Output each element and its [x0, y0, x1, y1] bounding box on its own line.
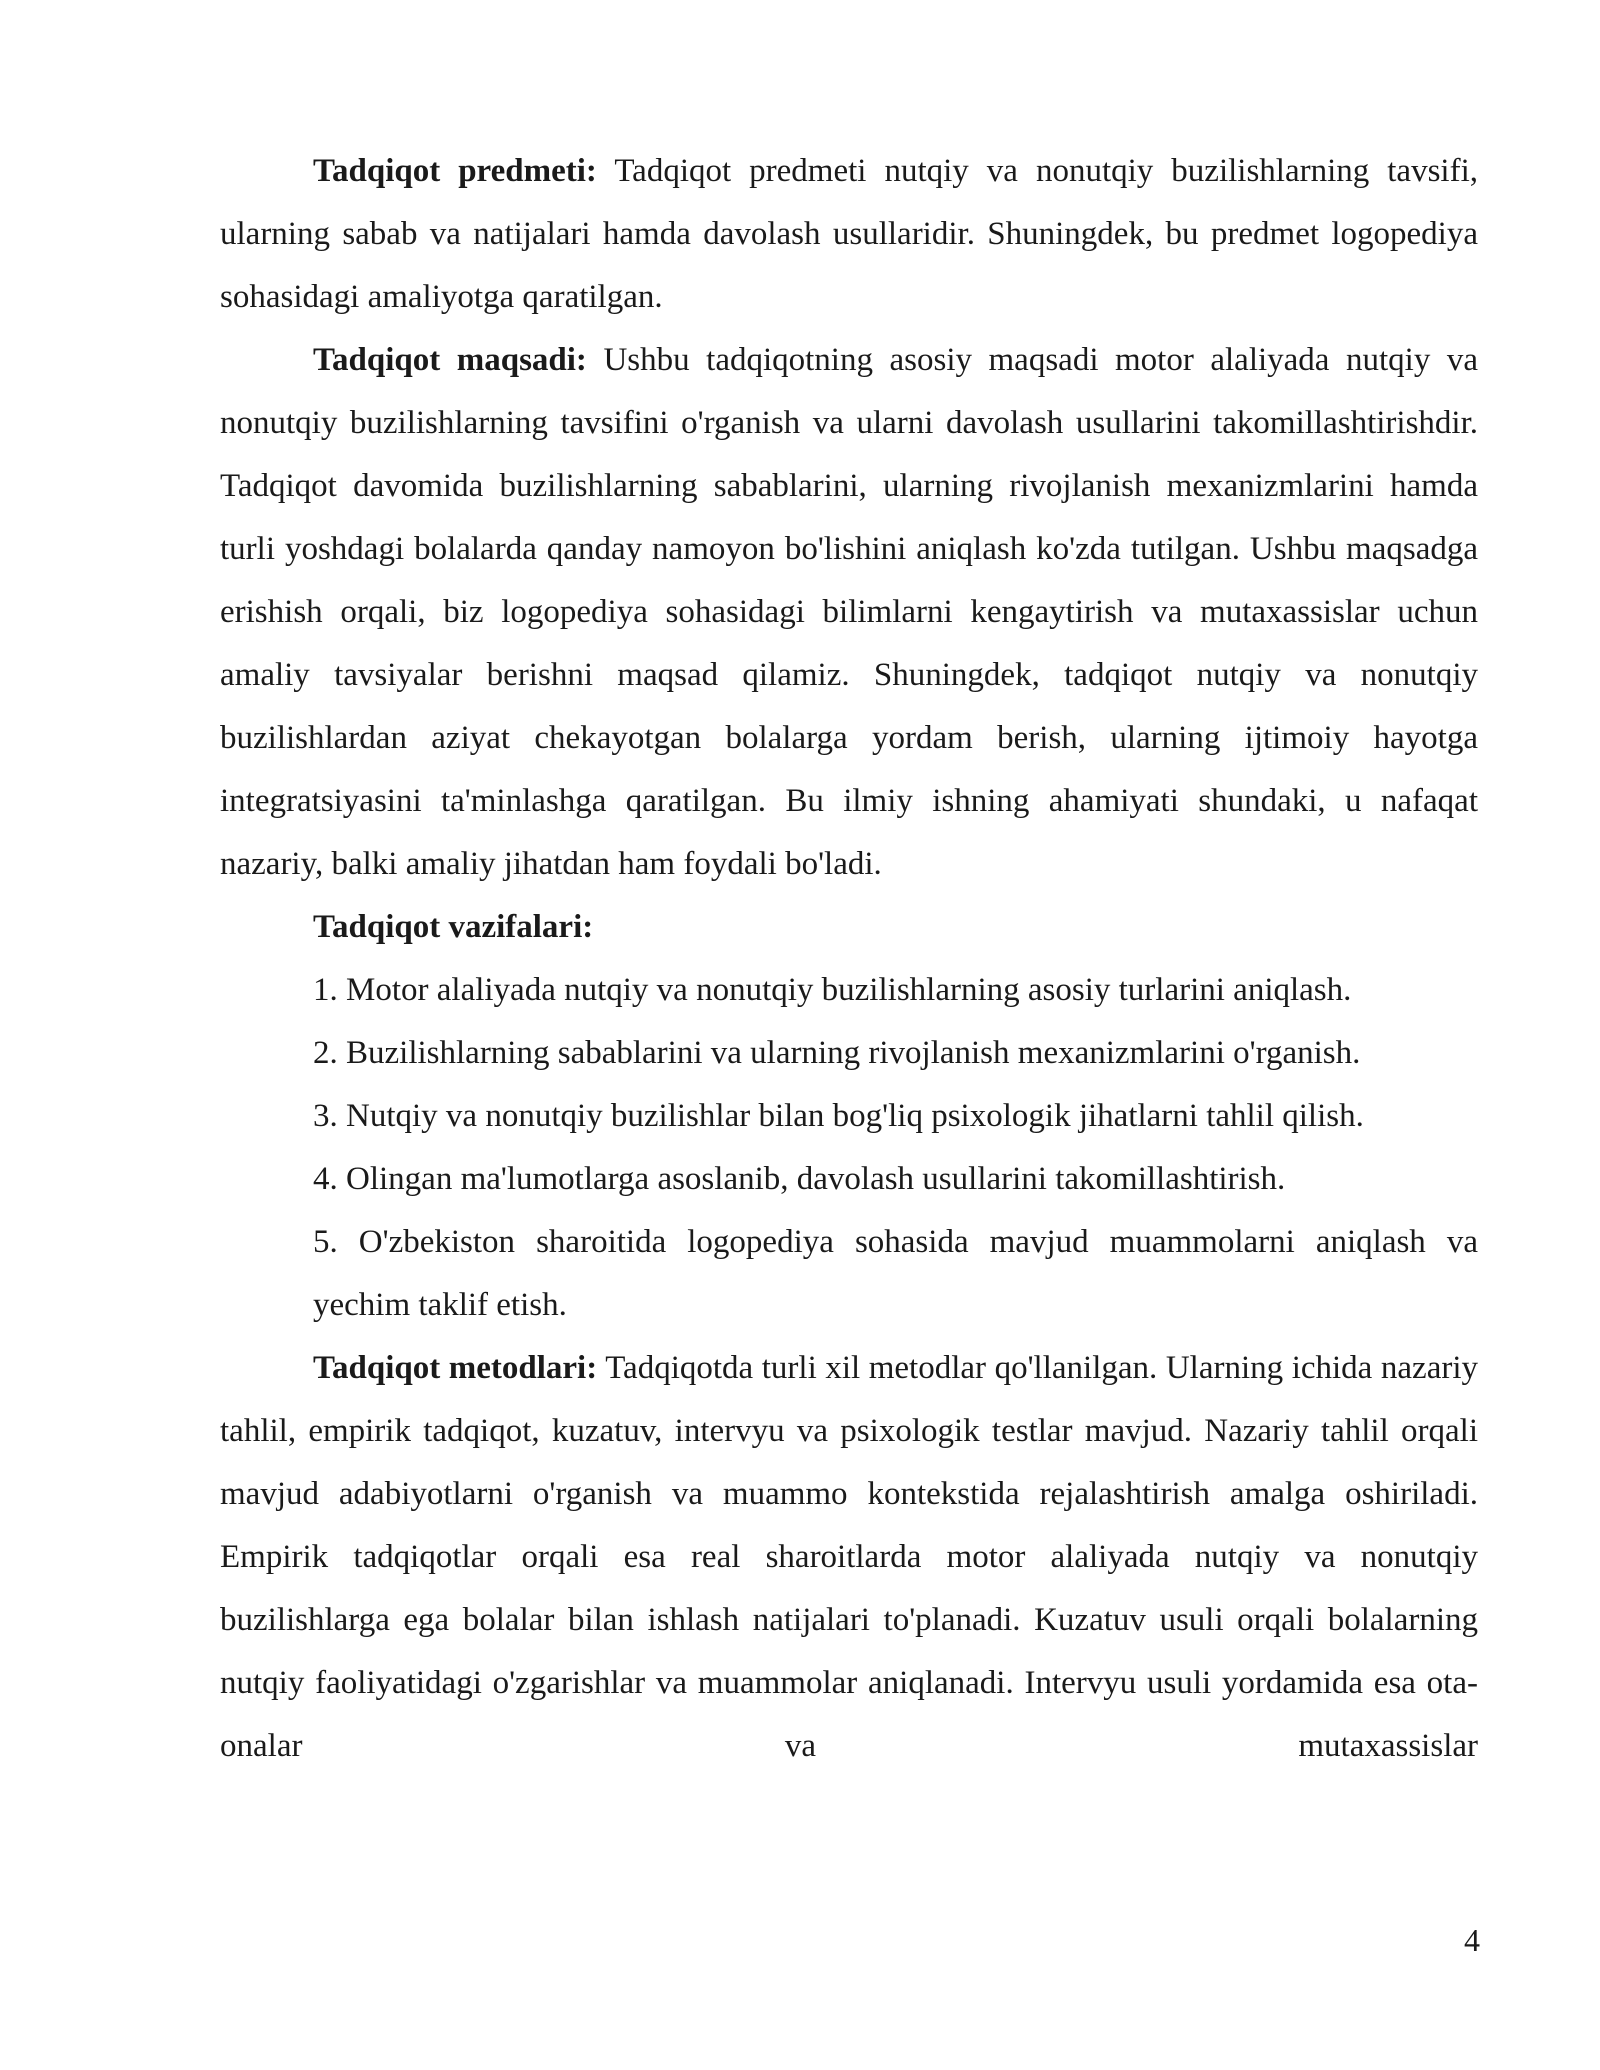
text-maqsadi: Ushbu tadqiqotning asosiy maqsadi motor alaliyada nutqiy va nonutqiy buzilishlarning tavsifini o'rganish va ularni davolash usullarini takomillashtirishdir. Tadqiqot davomida buzilishlarning sabablarini, ularning rivojlanish mexanizmlarini hamda turli yoshdagi bolalarda qanday namoyon bo'lishini aniqlash ko'zda tutilgan. Ushbu maqsadga erishish orqali, biz logopediya sohasidagi bilimlarni kengaytirish va mutaxassislar uchun amaliy tavsiyalar berishni maqsad qilamiz. Shuningdek, tadqiqot nutqiy va nonutqiy buzilishlardan aziyat chekayotgan bolalarga yordam berish, ularning ijtimoiy hayotga integratsiyasini ta'minlashga qaratilgan. Bu ilmiy ishning ahamiyati shundaki, u nafaqat nazariy, balki amaliy jihatdan ham foydali bo'ladi. — [220, 342, 1478, 882]
task-item-3: 3. Nutqiy va nonutqiy buzilishlar bilan bog'liq psixologik jihatlarni tahlil qilish. — [313, 1098, 1364, 1134]
paragraph-maqsadi — [220, 329, 1478, 896]
text-predmeti: Tadqiqot predmeti nutqiy va nonutqiy buzilishlarning tavsifi, ularning sabab va natijalari hamda davolash usullaridir. Shuningdek, bu predmet logopediya sohasidagi amaliyotga qaratilgan. — [220, 153, 1478, 315]
task-item-2: 2. Buzilishlarning sabablarini va ularning rivojlanish mexanizmlarini o'rganish. — [313, 1035, 1361, 1071]
heading-metodlari: Tadqiqot metodlari: — [313, 1350, 598, 1386]
heading-maqsadi: Tadqiqot maqsadi: — [313, 342, 587, 378]
paragraph-vazifalari — [220, 896, 1478, 959]
heading-predmeti: Tadqiqot predmeti: — [313, 153, 597, 189]
page-body — [220, 140, 1478, 1778]
heading-vazifalari: Tadqiqot vazifalari: — [313, 909, 594, 945]
paragraph-predmeti — [220, 140, 1478, 329]
page-number: 4 — [1464, 1922, 1480, 1958]
task-item-5: 5. O'zbekiston sharoitida logopediya sohasida mavjud muammolarni aniqlash va yechim taklif etish. — [313, 1224, 1478, 1323]
paragraph-metodlari — [220, 1337, 1478, 1778]
task-item-4: 4. Olingan ma'lumotlarga asoslanib, davolash usullarini takomillashtirish. — [313, 1161, 1286, 1197]
text-metodlari: Tadqiqotda turli xil metodlar qo'llanilgan. Ularning ichida nazariy tahlil, empirik tadqiqot, kuzatuv, intervyu va psixologik testlar mavjud. Nazariy tahlil orqali mavjud adabiyotlarni o'rganish va muammo kontekstida rejalashtirish amalga oshiriladi. Empirik tadqiqotlar orqali esa real sharoitlarda motor alaliyada nutqiy va nonutqiy buzilishlarga ega bolalar bilan ishlash natijalari to'planadi. Kuzatuv usuli orqali bolalarning nutqiy faoliyatidagi o'zgarishlar va muammolar aniqlanadi. Intervyu usuli yordamida esa ota-onalar va mutaxassislar — [220, 1350, 1478, 1764]
task-item-1: 1. Motor alaliyada nutqiy va nonutqiy buzilishlarning asosiy turlarini aniqlash. — [313, 972, 1352, 1008]
